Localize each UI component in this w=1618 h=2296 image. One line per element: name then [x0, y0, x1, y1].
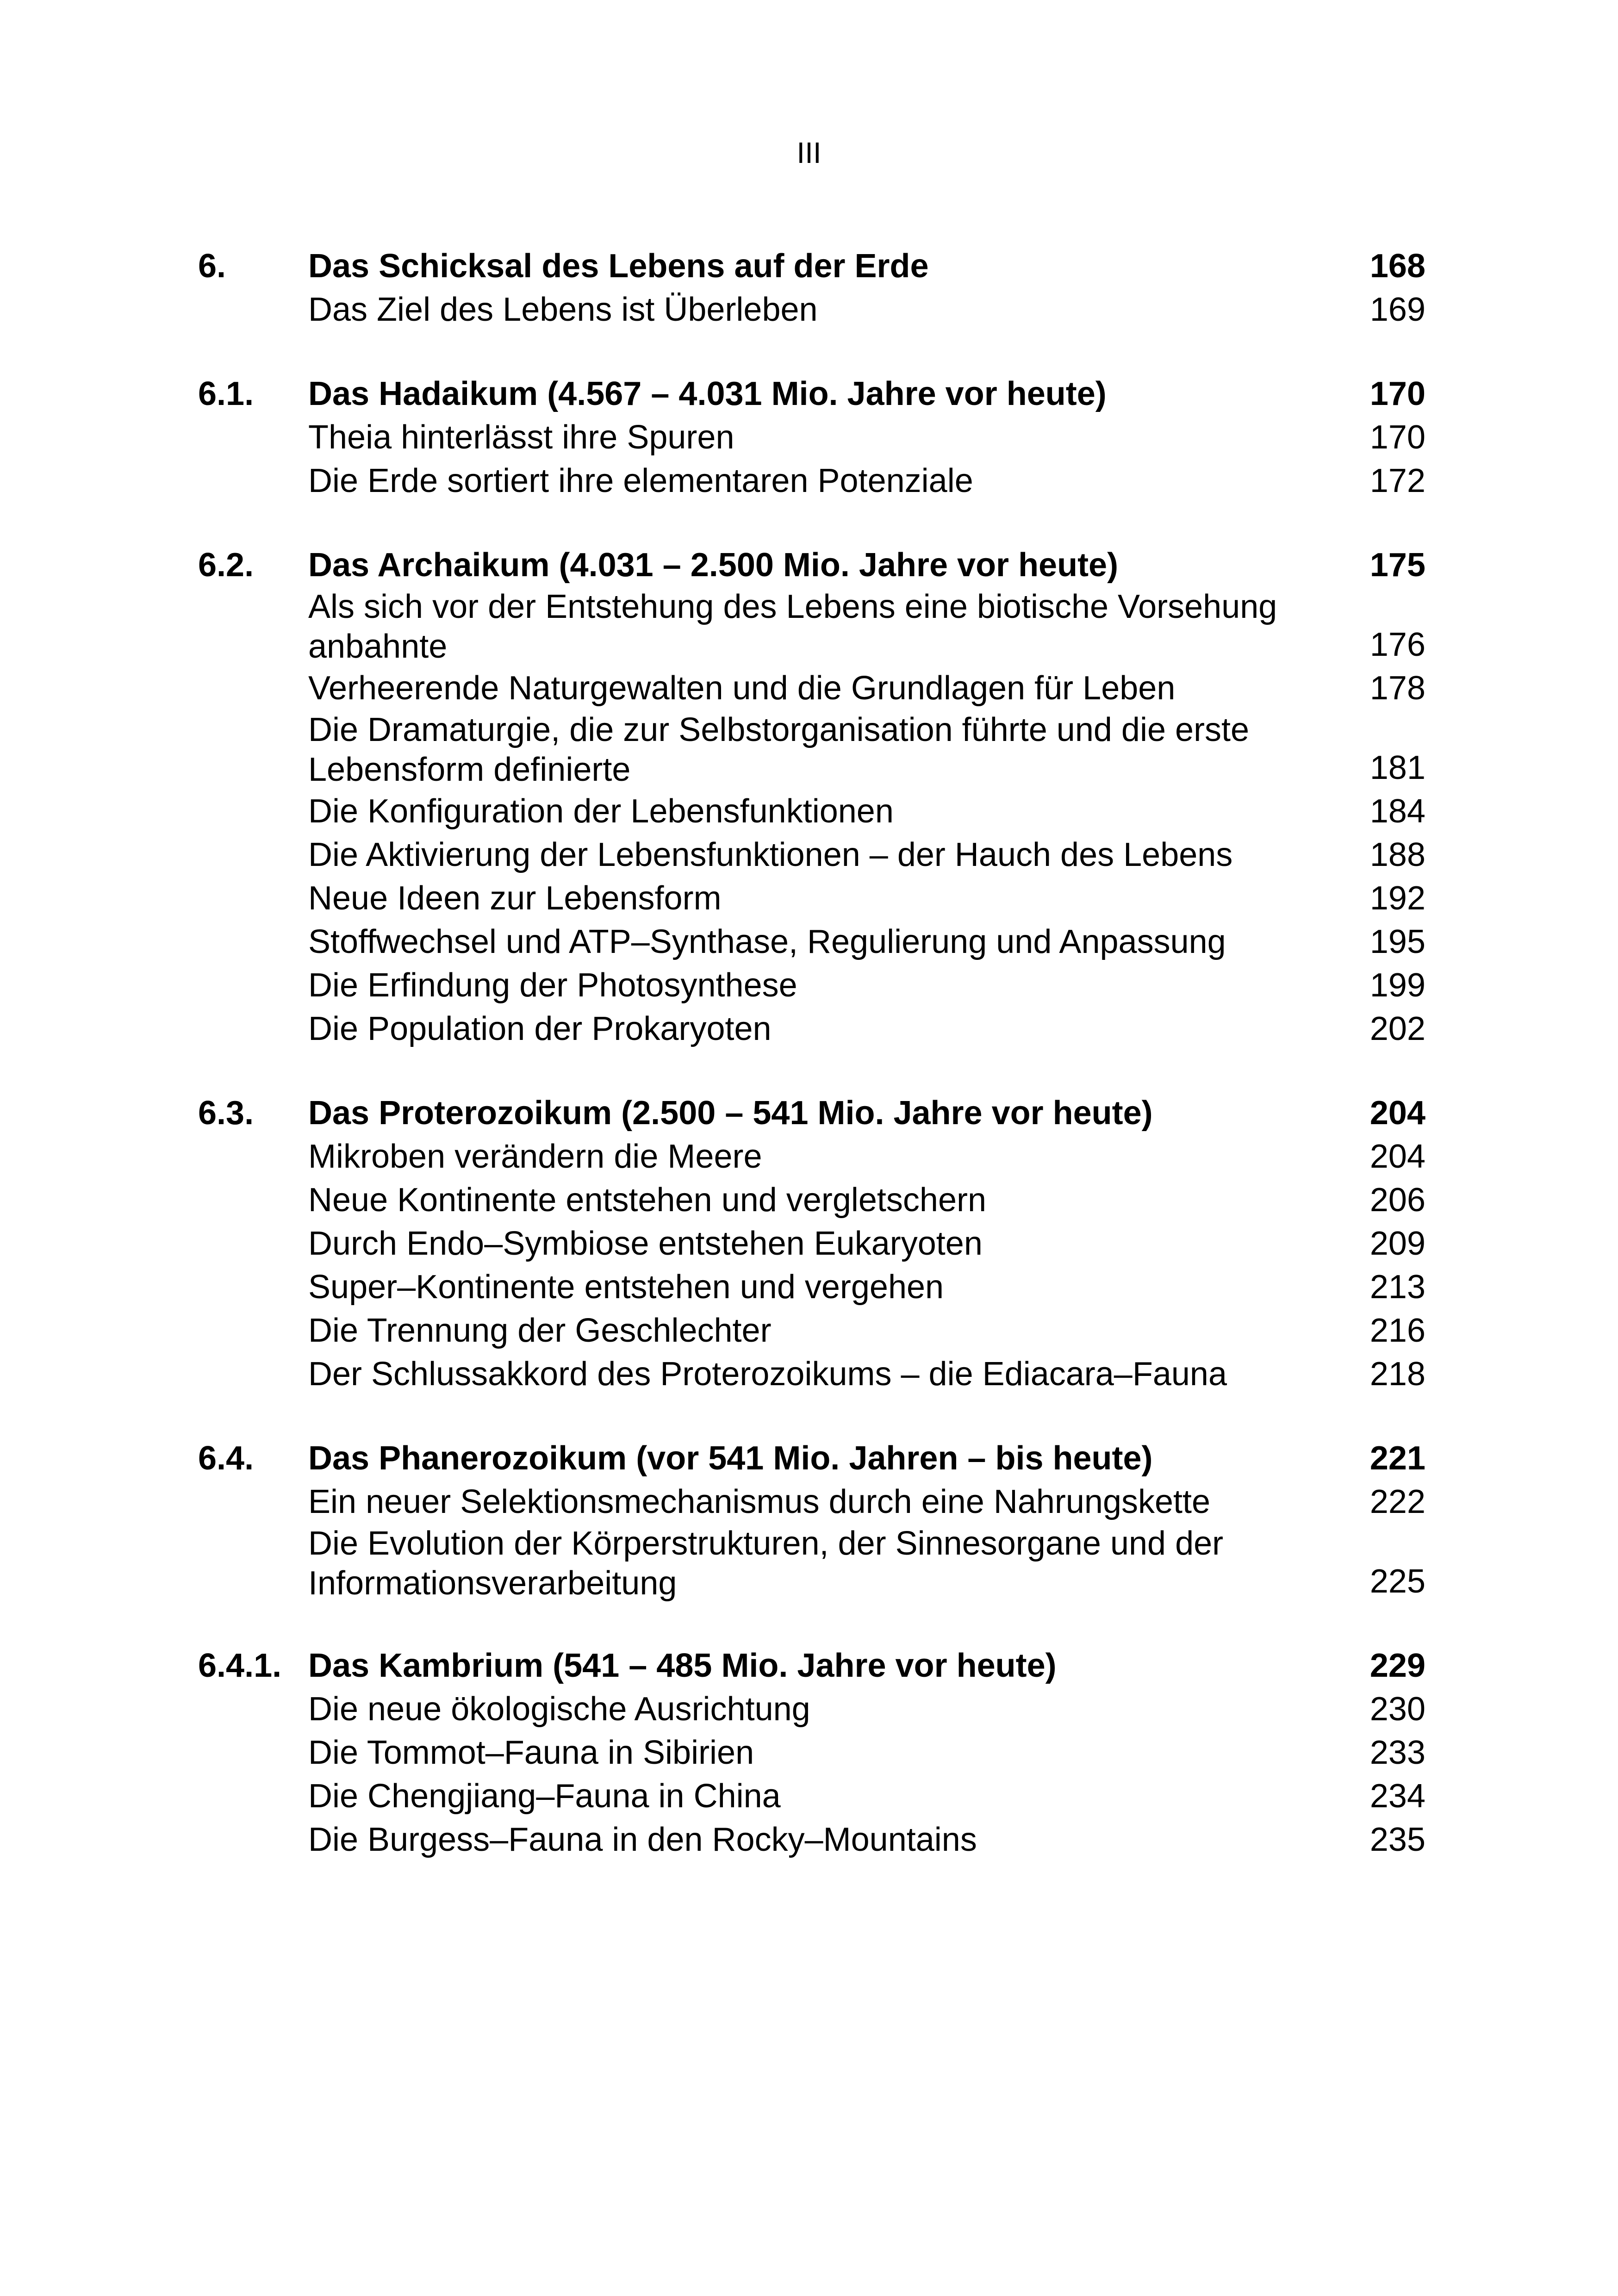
entry-page: 202	[1369, 1010, 1425, 1047]
toc-entry[interactable]	[198, 1480, 1425, 1524]
entry-title: Theia hinterlässt ihre Spuren	[308, 419, 734, 456]
toc-heading[interactable]	[198, 1437, 1425, 1480]
entry-page: 176	[1369, 626, 1425, 663]
entry-page: 233	[1369, 1734, 1425, 1771]
page-number: III	[797, 136, 821, 169]
section-number: 6.1.	[198, 375, 254, 412]
entry-title: Die Aktivierung der Lebensfunktionen – der Hauch des Lebens	[308, 836, 1233, 873]
entry-title: Das Ziel des Lebens ist Überleben	[308, 291, 818, 328]
toc-section	[198, 372, 1425, 503]
section-page: 229	[1369, 1647, 1425, 1684]
toc-entry[interactable]	[198, 790, 1425, 833]
section-title: Das Kambrium (541 – 485 Mio. Jahre vor heute)	[308, 1647, 1057, 1684]
entry-page: 218	[1369, 1356, 1425, 1393]
entry-title: Die Evolution der Körperstrukturen, der Sinnesorgane und der Informationsverarbeitung	[308, 1525, 1224, 1602]
entry-page: 178	[1369, 670, 1425, 707]
toc-section	[198, 1091, 1425, 1396]
toc-entry[interactable]	[198, 833, 1425, 877]
section-page: 204	[1369, 1095, 1425, 1132]
entry-page: 181	[1369, 749, 1425, 786]
entry-title: Neue Kontinente entstehen und vergletschern	[308, 1182, 987, 1219]
section-number: 6.2.	[198, 547, 254, 584]
entry-title: Die Dramaturgie, die zur Selbstorganisation führte und die erste Lebensform definierte	[308, 711, 1250, 788]
entry-page: 213	[1369, 1269, 1425, 1306]
entry-title: Die Burgess–Fauna in den Rocky–Mountains	[308, 1821, 977, 1858]
entry-title: Der Schlussakkord des Proterozoikums – die Ediacara–Fauna	[308, 1356, 1227, 1393]
section-number: 6.4.1.	[198, 1647, 282, 1684]
entry-page: 188	[1369, 836, 1425, 873]
toc-entry[interactable]	[198, 1222, 1425, 1265]
toc-entry[interactable]	[198, 1178, 1425, 1222]
entry-title: Die Erfindung der Photosynthese	[308, 967, 797, 1004]
section-page: 168	[1369, 248, 1425, 285]
toc-entry[interactable]	[198, 1352, 1425, 1396]
entry-page: 225	[1369, 1563, 1425, 1600]
entry-title: Die Population der Prokaryoten	[308, 1010, 772, 1047]
section-page: 221	[1369, 1440, 1425, 1477]
toc-entry[interactable]	[198, 587, 1425, 666]
toc-entry[interactable]	[198, 416, 1425, 459]
entry-title: Mikroben verändern die Meere	[308, 1138, 762, 1175]
toc-entry[interactable]	[198, 877, 1425, 920]
toc-heading[interactable]	[198, 244, 1425, 288]
entry-title: Verheerende Naturgewalten und die Grundlagen für Leben	[308, 670, 1176, 707]
entry-page: 206	[1369, 1182, 1425, 1219]
toc-heading[interactable]	[198, 543, 1425, 587]
entry-page: 230	[1369, 1691, 1425, 1728]
entry-page: 209	[1369, 1225, 1425, 1262]
entry-title: Die Chengjiang–Fauna in China	[308, 1778, 781, 1815]
section-page: 170	[1369, 375, 1425, 412]
toc-entry[interactable]	[198, 1524, 1425, 1603]
entry-page: 172	[1369, 462, 1425, 499]
toc-entry[interactable]	[198, 920, 1425, 964]
toc-heading[interactable]	[198, 1091, 1425, 1135]
toc-entry[interactable]	[198, 459, 1425, 503]
toc-entry[interactable]	[198, 1007, 1425, 1051]
toc-heading[interactable]	[198, 1644, 1425, 1687]
toc-heading[interactable]	[198, 372, 1425, 416]
entry-page: 234	[1369, 1778, 1425, 1815]
entry-title: Neue Ideen zur Lebensform	[308, 880, 722, 917]
toc-entry[interactable]	[198, 1135, 1425, 1178]
entry-page: 170	[1369, 419, 1425, 456]
entry-page: 184	[1369, 793, 1425, 830]
entry-title: Durch Endo–Symbiose entstehen Eukaryoten	[308, 1225, 983, 1262]
toc-entry[interactable]	[198, 1731, 1425, 1774]
entry-title: Super–Kontinente entstehen und vergehen	[308, 1269, 944, 1306]
entry-title: Die Tommot–Fauna in Sibirien	[308, 1734, 754, 1771]
table-of-contents	[198, 244, 1425, 1902]
section-title: Das Phanerozoikum (vor 541 Mio. Jahren – bis heute)	[308, 1440, 1153, 1477]
toc-entry[interactable]	[198, 710, 1425, 790]
toc-entry[interactable]	[198, 964, 1425, 1007]
entry-page: 216	[1369, 1312, 1425, 1349]
toc-section	[198, 1437, 1425, 1603]
entry-title: Die neue ökologische Ausrichtung	[308, 1691, 810, 1728]
entry-page: 192	[1369, 880, 1425, 917]
entry-page: 235	[1369, 1821, 1425, 1858]
section-number: 6.3.	[198, 1095, 254, 1132]
toc-entry[interactable]	[198, 1309, 1425, 1352]
entry-title: Ein neuer Selektionsmechanismus durch eine Nahrungskette	[308, 1483, 1211, 1520]
entry-page: 204	[1369, 1138, 1425, 1175]
section-title: Das Schicksal des Lebens auf der Erde	[308, 248, 929, 285]
section-title: Das Archaikum (4.031 – 2.500 Mio. Jahre vor heute)	[308, 547, 1119, 584]
entry-title: Die Konfiguration der Lebensfunktionen	[308, 793, 894, 830]
entry-title: Die Trennung der Geschlechter	[308, 1312, 772, 1349]
entry-page: 199	[1369, 967, 1425, 1004]
toc-section	[198, 244, 1425, 331]
toc-entry[interactable]	[198, 1818, 1425, 1861]
toc-section	[198, 543, 1425, 1051]
entry-page: 222	[1369, 1483, 1425, 1520]
toc-entry[interactable]	[198, 1687, 1425, 1731]
toc-section	[198, 1644, 1425, 1861]
entry-title: Die Erde sortiert ihre elementaren Potenziale	[308, 462, 973, 499]
toc-entry[interactable]	[198, 666, 1425, 710]
entry-page: 195	[1369, 923, 1425, 960]
toc-entry[interactable]	[198, 288, 1425, 331]
section-title: Das Proterozoikum (2.500 – 541 Mio. Jahre vor heute)	[308, 1095, 1153, 1132]
section-number: 6.4.	[198, 1440, 254, 1477]
section-number: 6.	[198, 248, 226, 285]
section-title: Das Hadaikum (4.567 – 4.031 Mio. Jahre vor heute)	[308, 375, 1107, 412]
entry-page: 169	[1369, 291, 1425, 328]
entry-title: Als sich vor der Entstehung des Lebens eine biotische Vorsehung anbahnte	[308, 588, 1277, 665]
toc-entry[interactable]	[198, 1774, 1425, 1818]
section-page: 175	[1369, 547, 1425, 584]
entry-title: Stoffwechsel und ATP–Synthase, Regulierung und Anpassung	[308, 923, 1226, 960]
toc-entry[interactable]	[198, 1265, 1425, 1309]
